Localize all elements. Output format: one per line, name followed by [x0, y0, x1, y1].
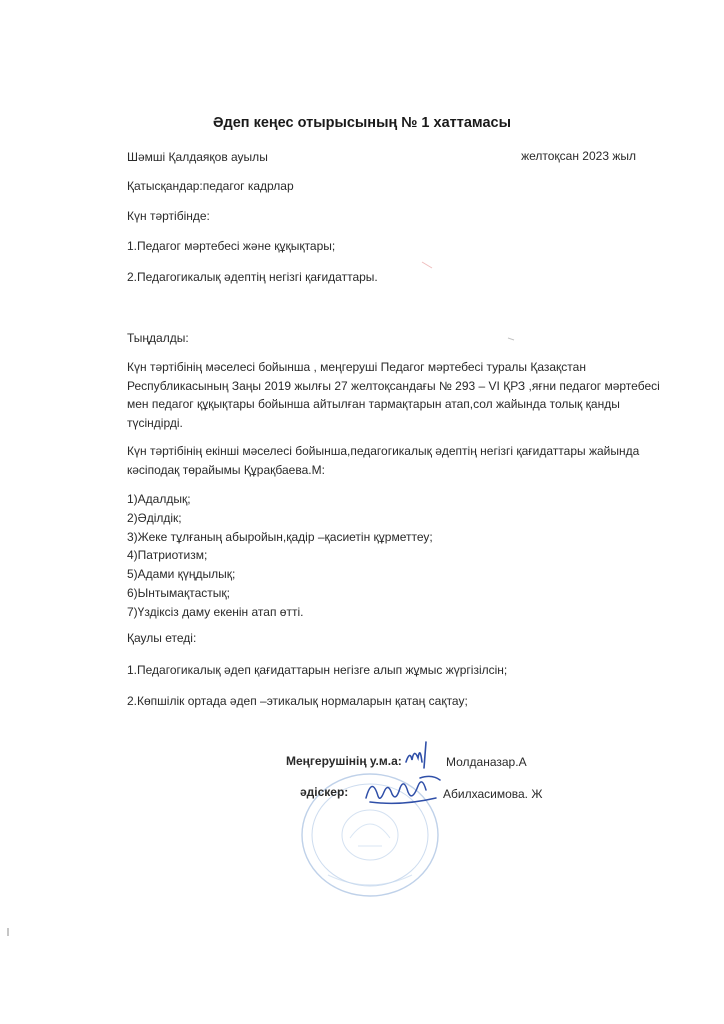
- paragraph-line: Күн тәртібінің мәселесі бойынша , меңгеруші Педагог мәртебесі туралы Қазақстан: [127, 360, 586, 374]
- agenda-item: 1.Педагог мәртебесі және құқықтары;: [127, 239, 336, 253]
- paragraph-line: Республикасының Заңы 2019 жылғы 27 желтоқсандағы № 293 – VI ҚРЗ ,яғни педагог мәртебесі: [127, 378, 660, 393]
- heard-paragraph-2: [127, 442, 667, 479]
- list-item: 6)Ынтымақтастық;: [127, 585, 230, 600]
- agenda-heading: Күн тәртібінде:: [127, 209, 210, 223]
- paragraph-line: мен педагог құқықтары бойынша айтылған тармақтарын атап,сол жайында толық қанды: [127, 397, 620, 411]
- secretary-name: Абилхасимова. Ж: [443, 787, 543, 801]
- document-title: Әдеп кеңес отырысының № 1 хаттамасы: [213, 115, 511, 131]
- heard-paragraph-1: [127, 358, 667, 432]
- list-item: 3)Жеке тұлғаның абыройын,қадір –қасиетін құрметтеу;: [127, 529, 433, 544]
- heard-heading: Тыңдалды:: [127, 331, 189, 345]
- paragraph-line: кәсіподақ төрайымы Құрақбаева.М:: [127, 462, 325, 477]
- resolution-item: 2.Көпшілік ортада әдеп –этикалық нормаларын қатаң сақтау;: [127, 694, 468, 708]
- document-date: желтоқсан 2023 жыл: [521, 149, 636, 163]
- resolution-heading: Қаулы етеді:: [127, 631, 197, 645]
- list-item: 2)Әділдік;: [127, 510, 182, 525]
- village-name: Шәмші Қалдаяқов ауылы: [127, 150, 268, 164]
- secretary-signature-label: әдіскер:: [300, 785, 349, 799]
- head-signature-label: Меңгерушінің у.м.а:: [286, 754, 402, 768]
- principles-list: [127, 490, 433, 622]
- list-item: 4)Патриотизм;: [127, 548, 208, 563]
- agenda-item: 2.Педагогикалық әдептің негізгі қағидаттары.: [127, 270, 378, 284]
- list-item: 1)Адалдық;: [127, 492, 191, 506]
- paragraph-line: Күн тәртібінің екінші мәселесі бойынша,педагогикалық әдептің негізгі қағидаттары жайында: [127, 444, 640, 458]
- list-item: 5)Адами қүңдылық;: [127, 567, 236, 582]
- secretary-signature-icon: [362, 772, 444, 808]
- head-signature-icon: [400, 740, 440, 770]
- resolution-item: 1.Педагогикалық әдеп қағидаттарын негізге алып жұмыс жүргізілсін;: [127, 663, 508, 677]
- paragraph-line: түсіндірді.: [127, 415, 183, 430]
- head-name: Молданазар.А: [446, 755, 527, 769]
- participants-line: Қатысқандар:педагог кадрлар: [127, 179, 294, 193]
- list-item: 7)Үздіксіз даму екенін атап өтті.: [127, 604, 304, 619]
